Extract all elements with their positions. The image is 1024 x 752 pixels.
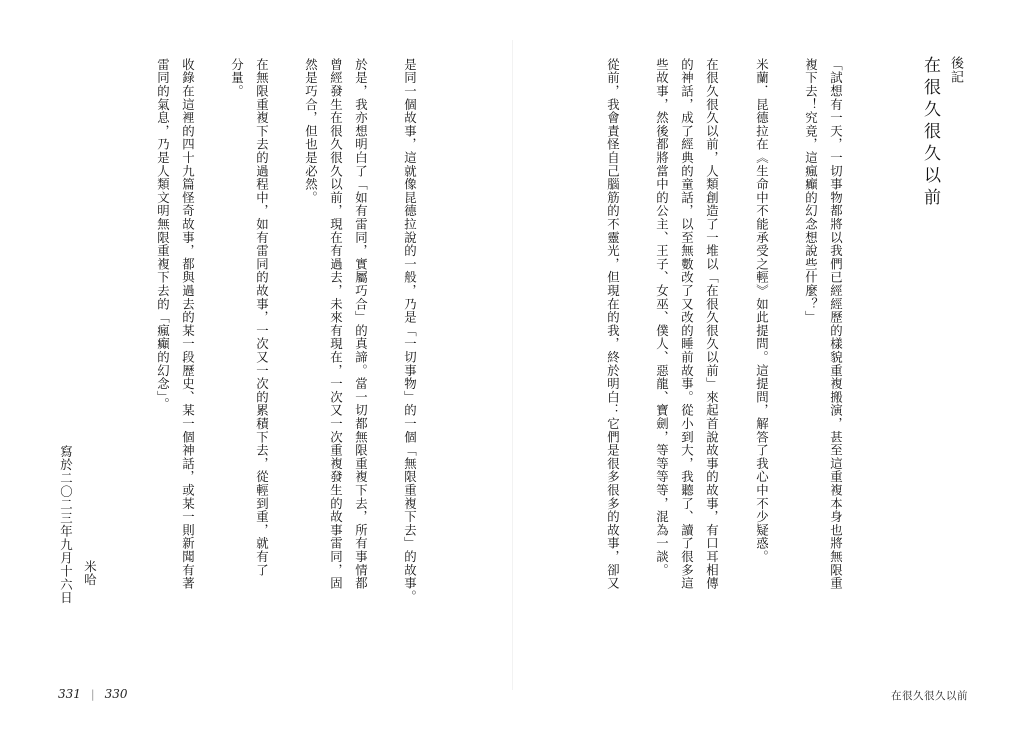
page-title: 在很久很久以前 (920, 56, 940, 210)
running-title: 在很久很久以前 (891, 690, 968, 702)
text-column: 些故事，然後都將當中的公主、王子、女巫、僕人、惡龍、寶劍，等等等等，混為一談。 (654, 58, 670, 577)
text-column: 於是，我亦想明白了「如有雷同，實屬巧合」的真諦。當一切都無限重複下去，所有事情都 (353, 58, 369, 590)
text-column: 然是巧合，但也是必然。 (303, 58, 319, 205)
left-page-number: 331 (58, 687, 81, 701)
text-column: 曾經發生在很久很久以前，現在有過去，未來有現在，一次又一次重複發生的故事雷同，固 (328, 58, 344, 590)
text-column: 在無限重複下去的過程中，如有雷同的故事，一次又一次的累積下去，從輕到重，就有了 (254, 58, 270, 577)
text-column: 雷同的氣息，乃是人類文明無限重複下去的「瘋癲的幻念」。 (155, 58, 171, 411)
text-column: 的神話，成了經典的童話，以至無數改了又改的睡前故事。從小到大，我聽了、讀了很多這 (679, 58, 695, 590)
text-column: 「試想有一天，一切事物都將以我們已經經歷的樣貌重複搬演，甚至這重複本身也將無限重 (828, 58, 844, 590)
text-column: 是同一個故事，這就像昆德拉說的一般，乃是「一切事物」的一個「無限重複下去」的故事。 (402, 58, 418, 604)
text-column: 米蘭．昆德拉在《生命中不能承受之輕》如此提問。這提問，解答了我心中不少疑惑。 (754, 58, 770, 564)
text-column: 在很久很久以前，人類創造了一堆以「在很久很久以前」來起首說故事的故事，有口耳相傳 (704, 58, 720, 590)
page-numbers (58, 687, 128, 701)
text-column: 從前，我會責怪自己腦筋的不靈光，但現在的我，終於明白：它們是很多很多的故事，卻又 (605, 58, 621, 590)
text-column: 複下去！究竟，這瘋癲的幻念想說些什麼？」 (803, 58, 819, 324)
signature-date: 寫於二〇二三年九月十六日 (58, 445, 74, 605)
author-signature: 米哈 (82, 560, 98, 587)
right-page-number: 330 (104, 687, 128, 701)
text-column: 分量。 (229, 58, 245, 98)
text-column: 收錄在這裡的四十九篇怪奇故事，都與過去的某一段歷史、某一個神話，或某一則新聞有著 (180, 58, 196, 590)
section-label: 後記 (948, 56, 963, 84)
page-number-separator: | (90, 687, 95, 701)
page-gutter (512, 40, 513, 690)
